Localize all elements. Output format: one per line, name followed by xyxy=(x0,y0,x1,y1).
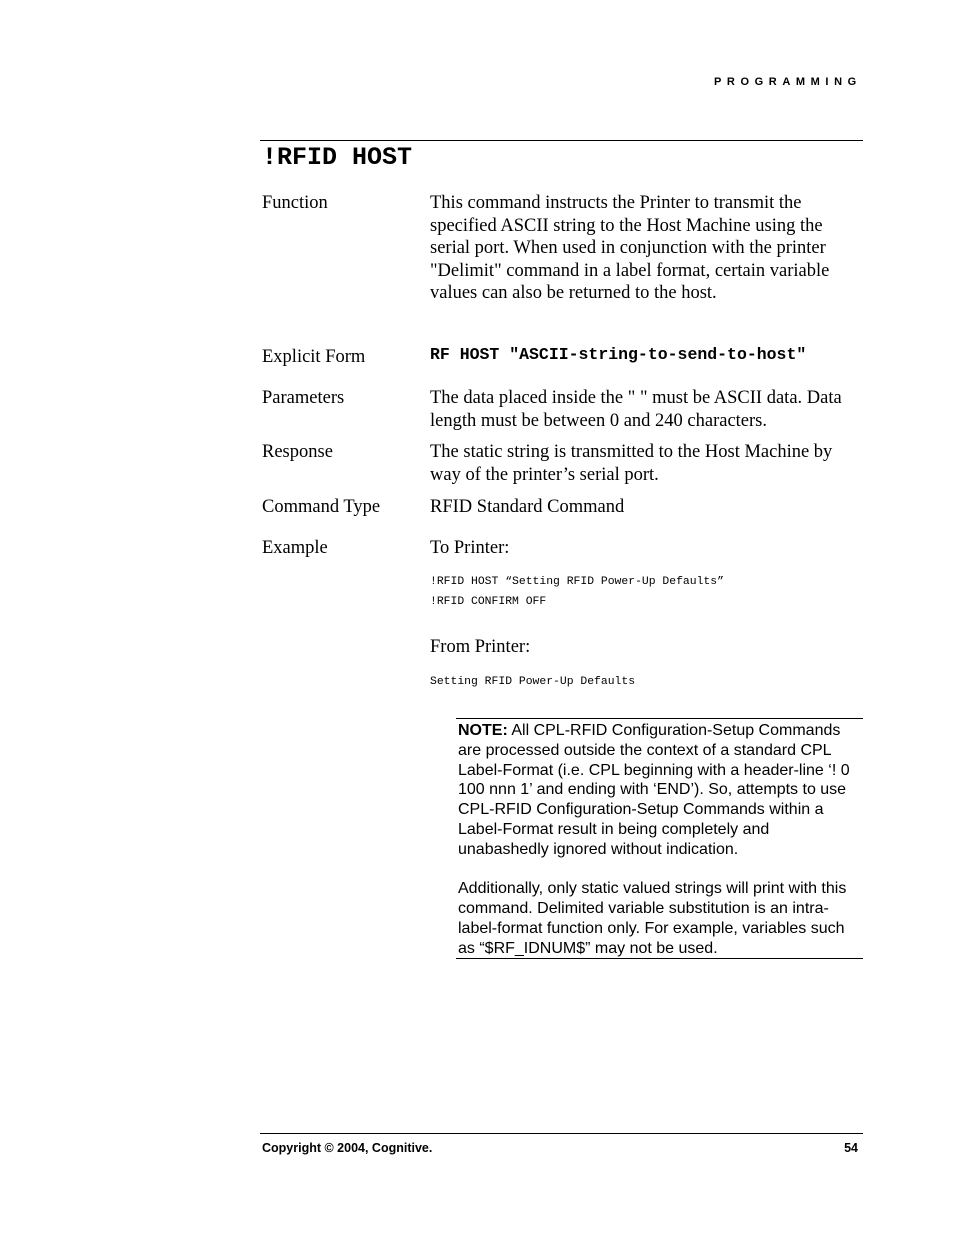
from-printer-code: Setting RFID Power-Up Defaults xyxy=(430,676,636,688)
note-text: All CPL-RFID Configuration-Setup Commands are processed outside the context of a standard CPL Label-Format (i.e. CPL beginning with a header-line ‘! 0 100 nnn 1’ and ending with ‘END’). So, attempts to use CPL-RFID Configuration-Setup Commands within a Label-Format result in being completely and unabashedly ignored without indication. xyxy=(458,722,850,858)
example-label: Example xyxy=(262,538,328,558)
explicit-form-text: RF HOST "ASCII-string-to-send-to-host" xyxy=(430,345,807,364)
title-rule xyxy=(260,140,863,141)
footer-rule xyxy=(260,1133,863,1134)
note-heading: NOTE: xyxy=(458,722,508,739)
response-label: Response xyxy=(262,442,333,462)
response-text: The static string is transmitted to the Host Machine by way of the printer’s serial port. xyxy=(430,442,833,485)
copyright-text: Copyright © 2004, Cognitive. xyxy=(262,1141,433,1155)
note-box xyxy=(456,718,863,959)
command-type-label: Command Type xyxy=(262,497,381,517)
from-printer-label: From Printer: xyxy=(430,637,531,657)
function-text: This command instructs the Printer to transmit the specified ASCII string to the Host Machine using the serial port. When used in conjunction with the printer "Delimit" command in a label format, certain variable values can also be returned to the host. xyxy=(430,193,830,303)
page-number: 54 xyxy=(844,1141,858,1155)
to-printer-code-line: !RFID CONFIRM OFF xyxy=(430,596,547,608)
to-printer-code-line: !RFID HOST “Setting RFID Power-Up Defaults” xyxy=(430,576,724,588)
note-paragraph xyxy=(458,721,863,860)
section-header: PROGRAMMING xyxy=(714,76,862,88)
explicit-form-label: Explicit Form xyxy=(262,347,366,367)
page-title: !RFID HOST xyxy=(262,143,413,172)
note-paragraph-additional: Additionally, only static valued strings will print with this command. Delimited variable substitution is an intra-label-format function only. For example, variables such as “$RF_IDNUM$” may not be used. xyxy=(458,880,847,957)
parameters-label: Parameters xyxy=(262,388,345,408)
command-type-text: RFID Standard Command xyxy=(430,497,625,517)
to-printer-label: To Printer: xyxy=(430,538,510,558)
function-label: Function xyxy=(262,193,328,213)
parameters-text: The data placed inside the " " must be ASCII data. Data length must be between 0 and 240 characters. xyxy=(430,388,842,431)
